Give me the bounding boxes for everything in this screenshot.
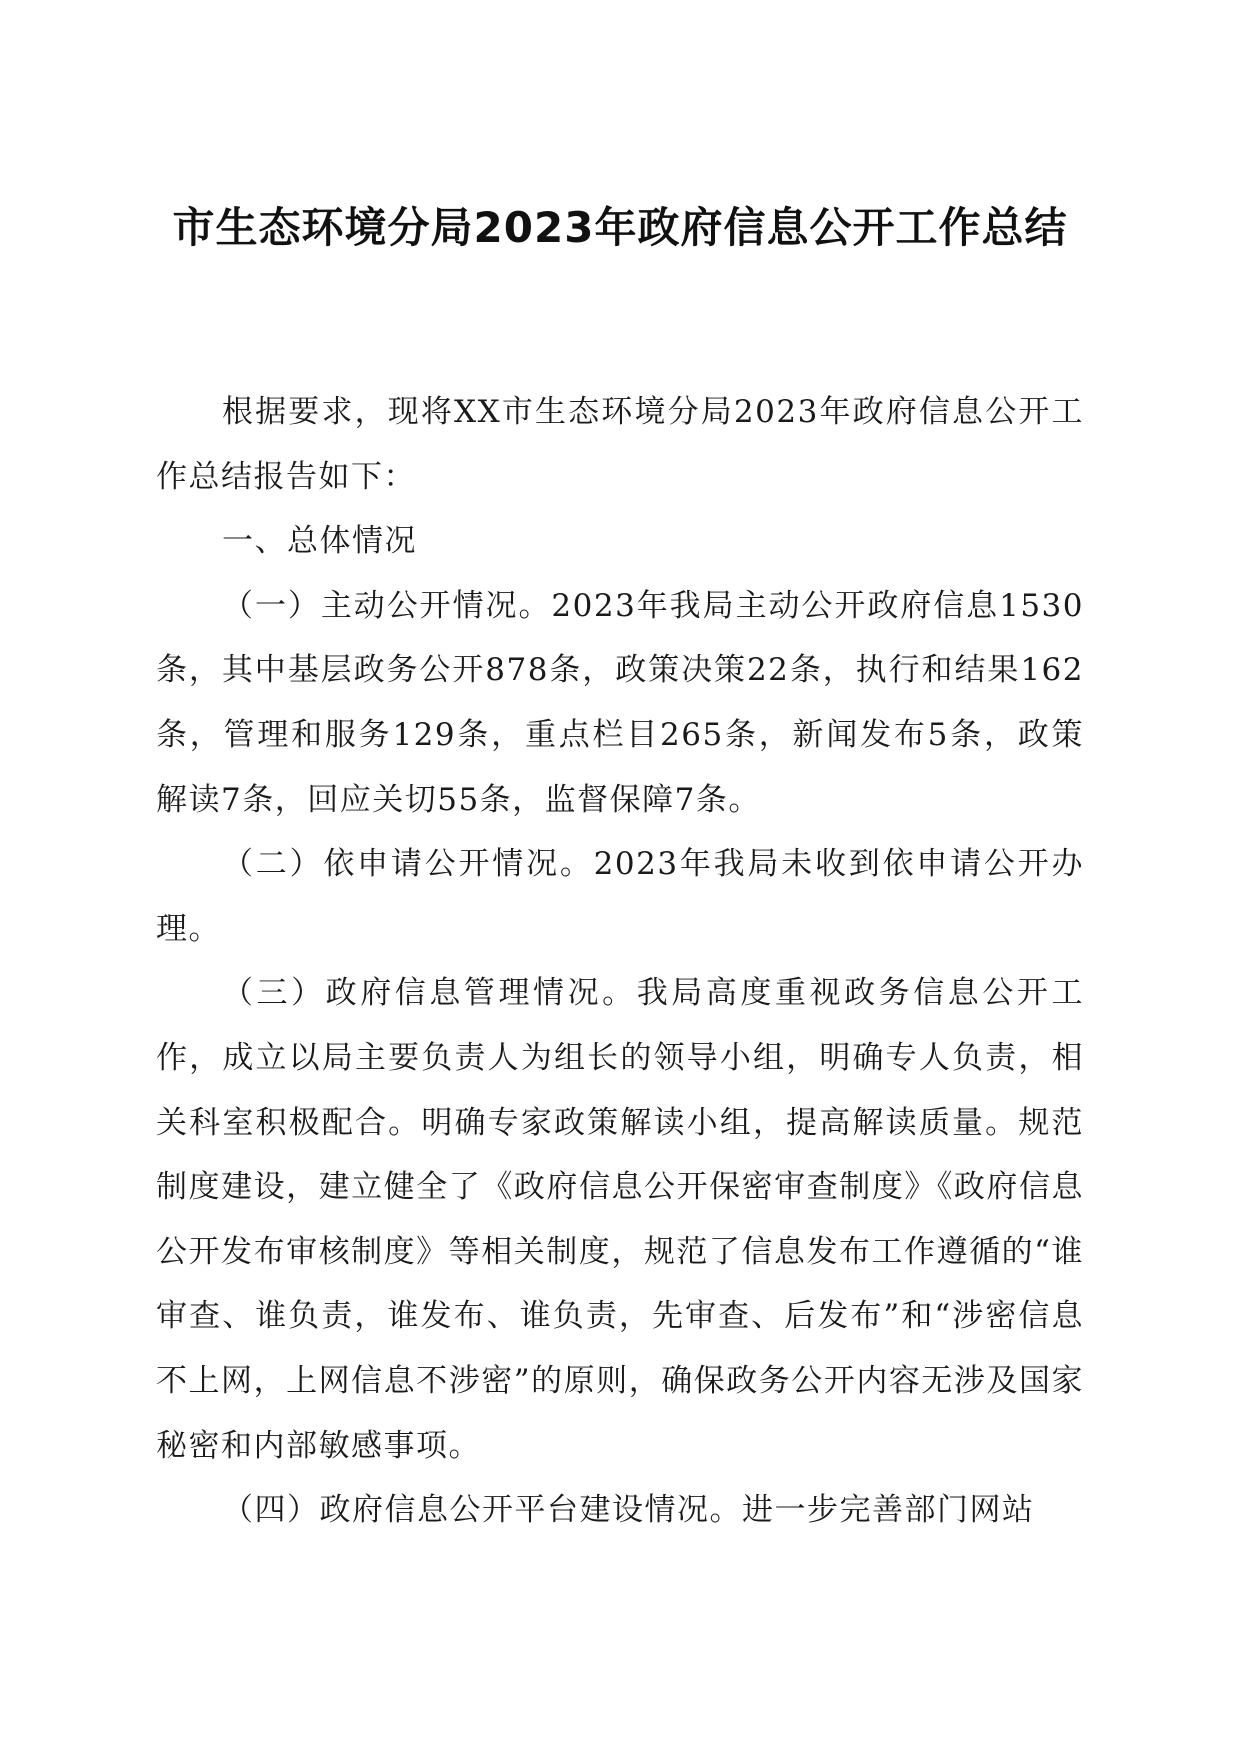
section-heading-overview: 一、总体情况 — [222, 523, 417, 560]
document-title: 市生态环境分局2023年政府信息公开工作总结 — [172, 203, 1068, 252]
document-body — [156, 380, 1084, 1543]
paragraph-intro: 根据要求，现将XX市生态环境分局2023年政府信息公开工作总结报告如下： — [156, 394, 1084, 495]
paragraph-platform-construction: （四）政府信息公开平台建设情况。进一步完善部门网站 — [222, 1492, 1035, 1529]
paragraph-application-disclosure: （二）依申请公开情况。2023年我局未收到依申请公开办理。 — [156, 846, 1084, 947]
paragraph-information-management: （三）政府信息管理情况。我局高度重视政务信息公开工作，成立以局主要负责人为组长的领导小组，明确专人负责，相关科室积极配合。明确专家政策解读小组，提高解读质量。规范制度建设，建立健全了《政府信息公开保密审查制度》《政府信息公开发布审核制度》等相关制度，规范了信息发布工作遵循的“谁审查、谁负责，谁发布、谁负责，先审查、后发布”和“涉密信息不上网，上网信息不涉密”的原则，确保政务公开内容无涉及国家秘密和内部敏感事项。 — [156, 975, 1084, 1464]
paragraph-proactive-disclosure: （一）主动公开情况。2023年我局主动公开政府信息1530条，其中基层政务公开878条，政策决策22条，执行和结果162条，管理和服务129条，重点栏目265条，新闻发布5条，政策解读7条，回应关切55条，监督保障7条。 — [156, 587, 1084, 818]
